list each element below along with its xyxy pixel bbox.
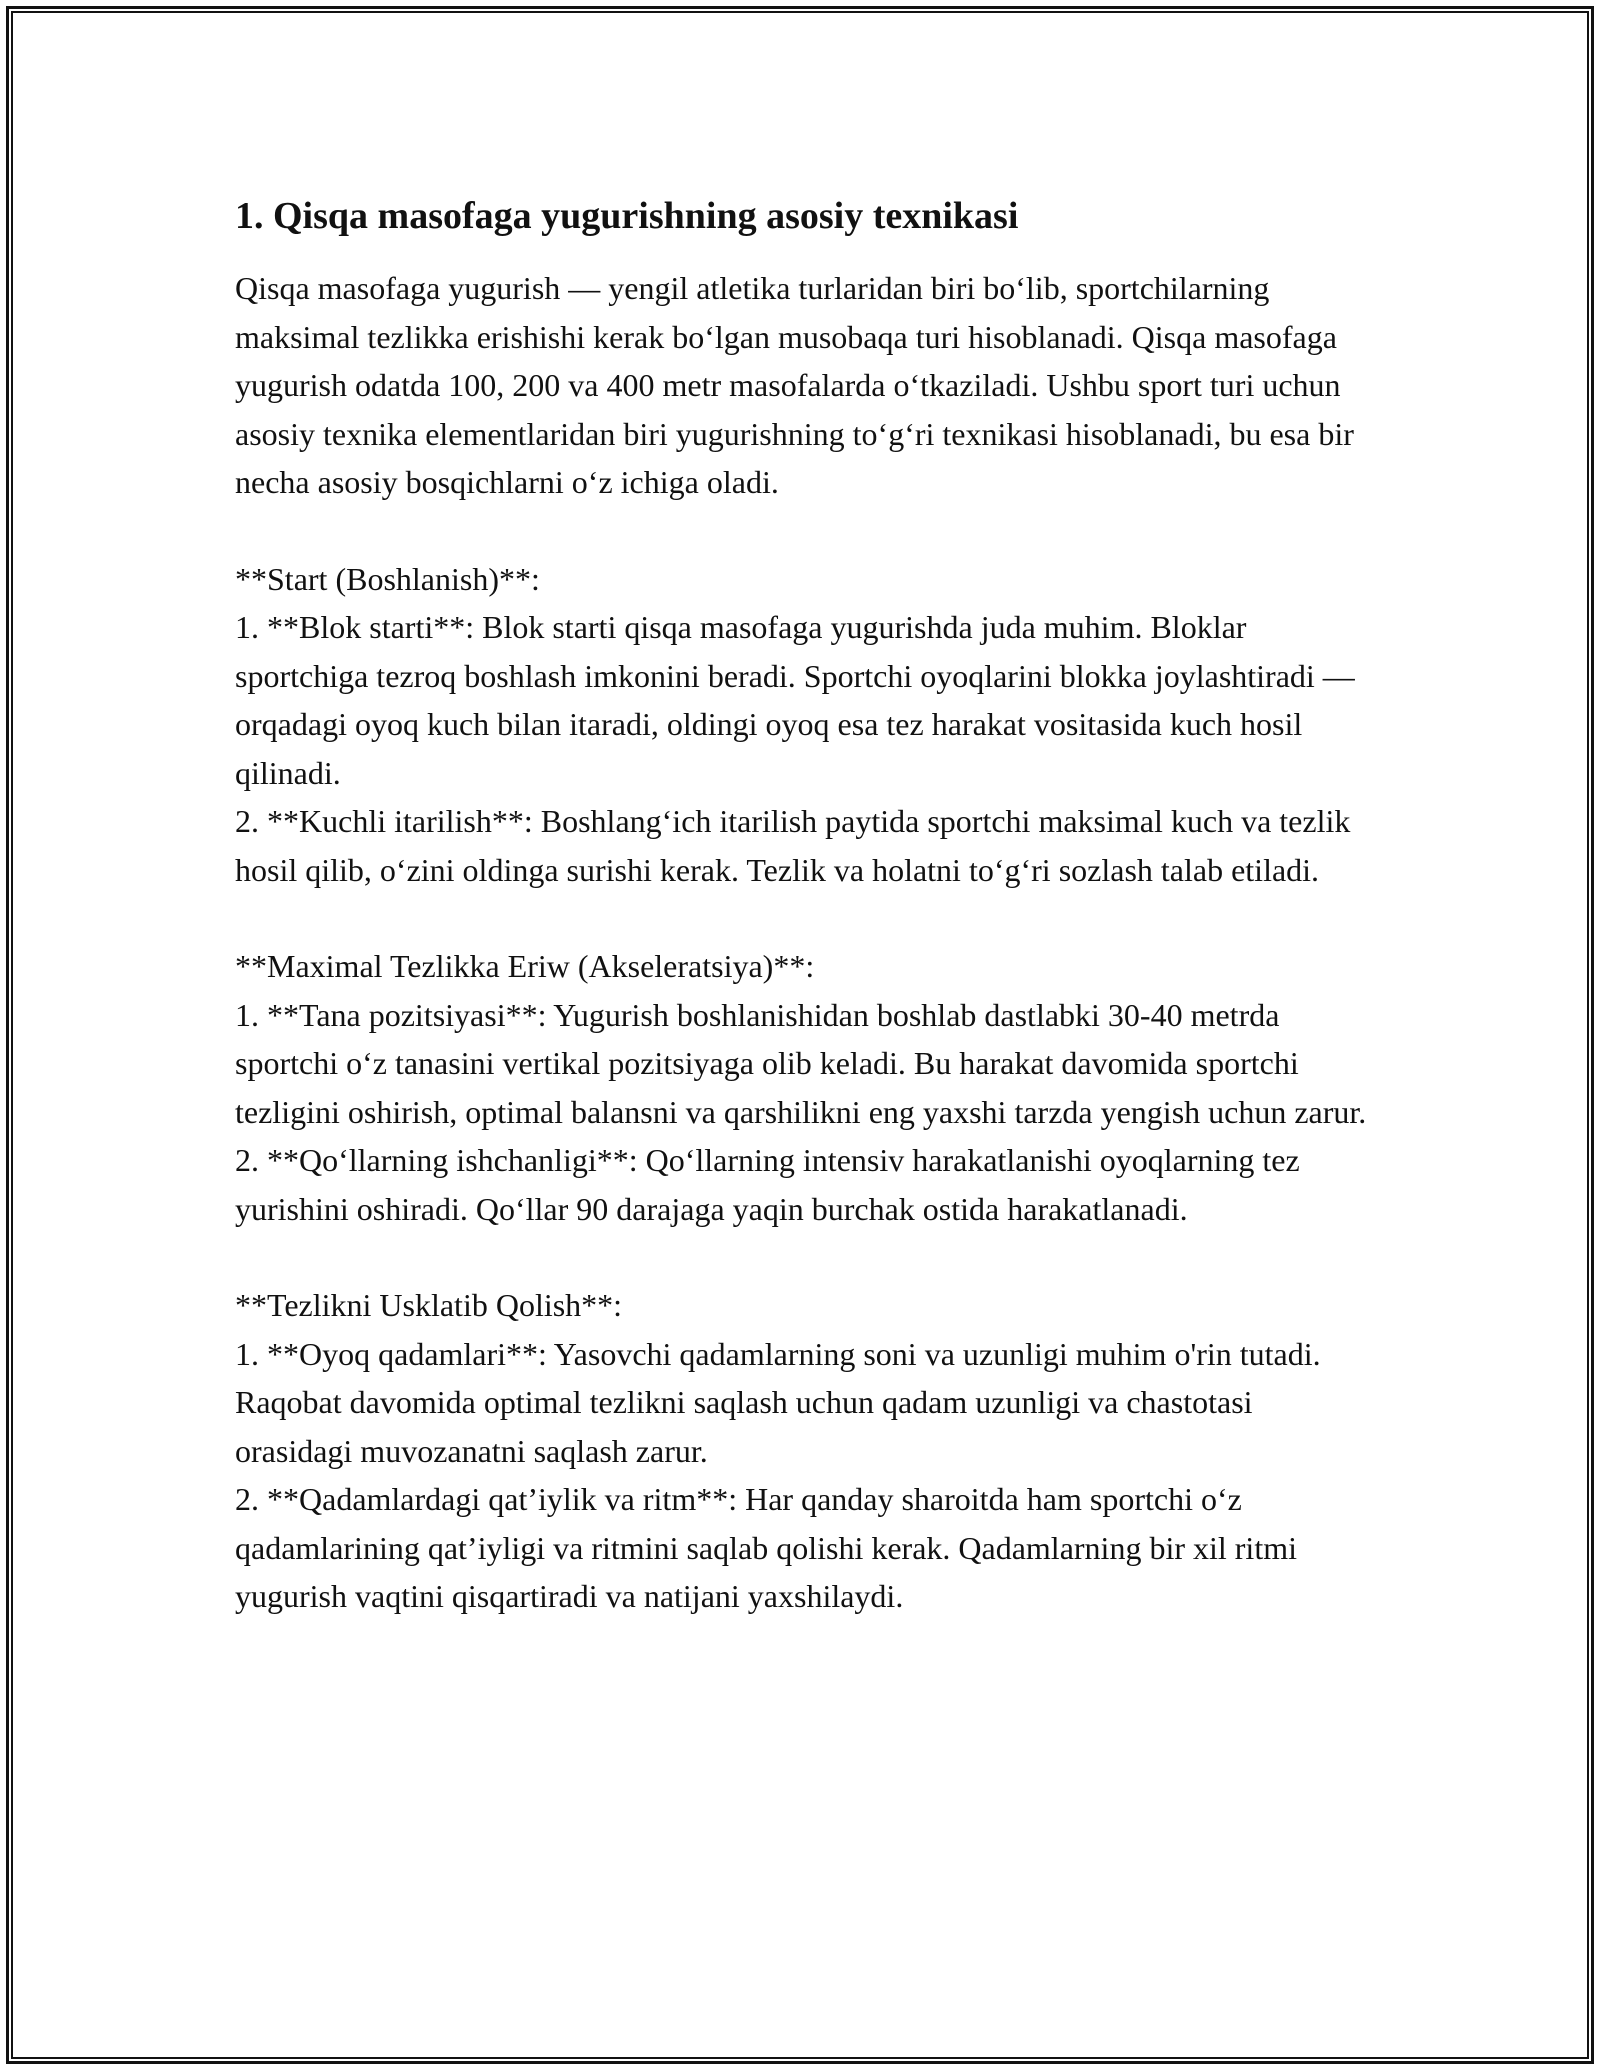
section-item: 2. **Kuchli itarilish**: Boshlang‘ich itarilish paytida sportchi maksimal kuch va tezlik hosil qilib, o‘zini oldinga surishi kerak. Tezlik va holatni to‘g‘ri sozlash talab etiladi. <box>235 803 1351 888</box>
intro-paragraph: Qisqa masofaga yugurish — yengil atletika turlaridan biri bo‘lib, sportchilarning maksimal tezlikka erishishi kerak bo‘lgan musobaqa turi hisoblanadi. Qisqa masofaga yugurish odatda 100, 200 va 400 metr masofalarda o‘tkaziladi. Ushbu sport turi uchun asosiy texnika elementlaridan biri yugurishning to‘g‘ri texnikasi hisoblanadi, bu esa bir necha asosiy bosqichlarni o‘z ichiga oladi. <box>235 270 1354 500</box>
section-item: 1. **Oyoq qadamlari**: Yasovchi qadamlarning soni va uzunligi muhim o'rin tutadi. Raqobat davomida optimal tezlikni saqlash uchun qadam uzunligi va chastotasi orasidagi muvozanatni saqlash zarur. <box>235 1335 1321 1469</box>
section-item: 1. **Blok starti**: Blok starti qisqa masofaga yugurishda juda muhim. Bloklar sportchiga tezroq boshlash imkonini beradi. Sportchi oyoqlarini blokka joylashtiradi — orqadagi oyoq kuch bilan itaradi, oldingi oyoq esa tez harakat vositasida kuch hosil qilinadi. <box>235 609 1355 791</box>
section-speed-maintenance <box>235 1281 1375 1621</box>
section-start <box>235 555 1375 895</box>
section-item: 1. **Tana pozitsiyasi**: Yugurish boshlanishidan boshlab dastlabki 30-40 metrda sportchi o‘z tanasini vertikal pozitsiyaga olib keladi. Bu harakat davomida sportchi tezligini oshirish, optimal balansni va qarshilikni eng yaxshi tarzda yengish uchun zarur. <box>235 996 1367 1130</box>
document-title: 1. Qisqa masofaga yugurishning asosiy texnikasi <box>235 195 1019 237</box>
section-item: 2. **Qo‘llarning ishchanligi**: Qo‘llarning intensiv harakatlanishi oyoqlarning tez yurishini oshiradi. Qo‘llar 90 darajaga yaqin burchak ostida harakatlanadi. <box>235 1142 1300 1227</box>
section-acceleration <box>235 942 1375 1233</box>
section-heading: **Start (Boshlanish)**: <box>235 560 540 597</box>
section-heading: **Maximal Tezlikka Eriw (Akseleratsiya)**: <box>235 948 815 984</box>
document-body <box>235 188 1375 1669</box>
section-item: 2. **Qadamlardagi qat’iylik va ritm**: Har qanday sharoitda ham sportchi o‘z qadamlarining qat’iyligi va ritmini saqlab qolishi kerak. Qadamlarning bir xil ritmi yugurish vaqtini qisqartiradi va natijani yaxshilaydi. <box>235 1481 1297 1614</box>
section-heading: **Tezlikni Usklatib Qolish**: <box>235 1287 623 1323</box>
